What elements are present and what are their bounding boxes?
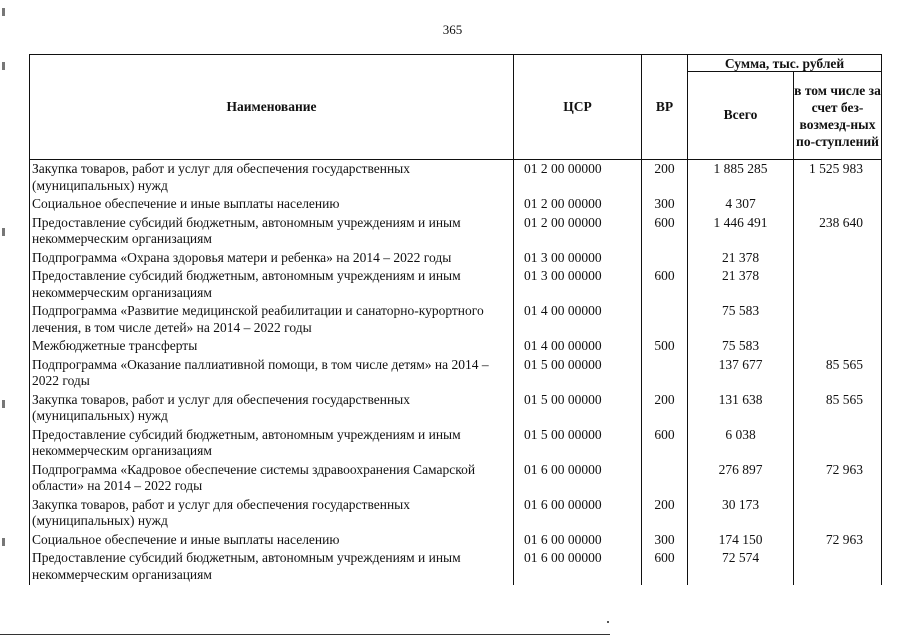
row-name: Закупка товаров, работ и услуг для обеспечения государственных (муниципальных) нужд [30, 392, 514, 427]
scan-mark [2, 62, 5, 70]
row-vr [642, 462, 688, 497]
row-name: Предоставление субсидий бюджетным, автономным учреждениям и иным некоммерческим организациям [30, 427, 514, 462]
scan-mark [2, 538, 5, 546]
row-csr: 01 5 00 00000 [514, 392, 642, 427]
header-free: в том числе за счет без-возмезд-ных по-ступлений [794, 72, 882, 160]
row-vr: 300 [642, 196, 688, 215]
row-vr: 600 [642, 268, 688, 303]
row-vr: 600 [642, 550, 688, 585]
row-name: Подпрограмма «Охрана здоровья матери и ребенка» на 2014 – 2022 годы [30, 250, 514, 269]
row-name: Закупка товаров, работ и услуг для обеспечения государственных (муниципальных) нужд [30, 497, 514, 532]
page-number: 365 [442, 22, 463, 37]
row-total: 174 150 [688, 532, 794, 551]
row-vr: 200 [642, 497, 688, 532]
scan-dot [607, 621, 609, 623]
row-free [794, 268, 882, 303]
row-csr: 01 5 00 00000 [514, 427, 642, 462]
table-row [30, 303, 882, 338]
table-row [30, 196, 882, 215]
row-name: Предоставление субсидий бюджетным, автономным учреждениям и иным некоммерческим организациям [30, 550, 514, 585]
row-csr: 01 6 00 00000 [514, 462, 642, 497]
table-row [30, 250, 882, 269]
row-vr: 300 [642, 532, 688, 551]
bottom-rule [0, 634, 610, 635]
row-total: 1 446 491 [688, 215, 794, 250]
row-total: 75 583 [688, 338, 794, 357]
budget-table-container [29, 54, 881, 585]
row-total: 30 173 [688, 497, 794, 532]
row-csr: 01 6 00 00000 [514, 550, 642, 585]
table-row [30, 268, 882, 303]
table-row [30, 427, 882, 462]
row-csr: 01 5 00 00000 [514, 357, 642, 392]
row-free: 72 963 [794, 532, 882, 551]
row-csr: 01 6 00 00000 [514, 497, 642, 532]
row-csr: 01 2 00 00000 [514, 160, 642, 197]
table-header [30, 55, 882, 160]
scan-mark [2, 400, 5, 408]
row-csr: 01 3 00 00000 [514, 250, 642, 269]
row-name: Подпрограмма «Развитие медицинской реабилитации и санаторно-курортного лечения, в том числе детей» на 2014 – 2022 годы [30, 303, 514, 338]
header-name: Наименование [30, 55, 514, 160]
row-name: Подпрограмма «Кадровое обеспечение системы здравоохранения Самарской области» на 2014 – 2022 годы [30, 462, 514, 497]
row-total: 75 583 [688, 303, 794, 338]
table-row [30, 550, 882, 585]
row-name: Предоставление субсидий бюджетным, автономным учреждениям и иным некоммерческим организациям [30, 268, 514, 303]
header-csr: ЦСР [514, 55, 642, 160]
row-free: 85 565 [794, 392, 882, 427]
table-body [30, 160, 882, 586]
row-free [794, 497, 882, 532]
scan-mark [2, 8, 5, 16]
table-row [30, 357, 882, 392]
row-vr: 200 [642, 392, 688, 427]
row-csr: 01 4 00 00000 [514, 338, 642, 357]
row-total: 21 378 [688, 250, 794, 269]
row-csr: 01 2 00 00000 [514, 196, 642, 215]
row-vr [642, 303, 688, 338]
row-free [794, 427, 882, 462]
row-total: 6 038 [688, 427, 794, 462]
row-free: 238 640 [794, 215, 882, 250]
row-csr: 01 4 00 00000 [514, 303, 642, 338]
row-total: 21 378 [688, 268, 794, 303]
row-total: 4 307 [688, 196, 794, 215]
scan-mark [2, 228, 5, 236]
table-row [30, 497, 882, 532]
table-row [30, 462, 882, 497]
row-free: 85 565 [794, 357, 882, 392]
row-vr: 200 [642, 160, 688, 197]
row-free [794, 550, 882, 585]
row-vr: 600 [642, 427, 688, 462]
header-vr: ВР [642, 55, 688, 160]
row-free [794, 338, 882, 357]
row-name: Закупка товаров, работ и услуг для обеспечения государственных (муниципальных) нужд [30, 160, 514, 197]
row-total: 72 574 [688, 550, 794, 585]
row-free: 72 963 [794, 462, 882, 497]
row-total: 276 897 [688, 462, 794, 497]
row-free [794, 250, 882, 269]
row-csr: 01 6 00 00000 [514, 532, 642, 551]
budget-table [29, 54, 882, 585]
header-total: Всего [688, 72, 794, 160]
table-row [30, 392, 882, 427]
row-name: Подпрограмма «Оказание паллиативной помощи, в том числе детям» на 2014 – 2022 годы [30, 357, 514, 392]
table-row [30, 338, 882, 357]
row-free: 1 525 983 [794, 160, 882, 197]
table-row [30, 532, 882, 551]
row-name: Социальное обеспечение и иные выплаты населению [30, 532, 514, 551]
header-sum: Сумма, тыс. рублей [688, 55, 882, 72]
row-free [794, 196, 882, 215]
row-free [794, 303, 882, 338]
row-name: Социальное обеспечение и иные выплаты населению [30, 196, 514, 215]
row-total: 137 677 [688, 357, 794, 392]
table-row [30, 160, 882, 197]
row-total: 1 885 285 [688, 160, 794, 197]
row-vr: 500 [642, 338, 688, 357]
row-csr: 01 3 00 00000 [514, 268, 642, 303]
row-vr [642, 357, 688, 392]
table-row [30, 215, 882, 250]
row-total: 131 638 [688, 392, 794, 427]
row-csr: 01 2 00 00000 [514, 215, 642, 250]
row-vr: 600 [642, 215, 688, 250]
row-vr [642, 250, 688, 269]
row-name: Предоставление субсидий бюджетным, автономным учреждениям и иным некоммерческим организациям [30, 215, 514, 250]
row-name: Межбюджетные трансферты [30, 338, 514, 357]
